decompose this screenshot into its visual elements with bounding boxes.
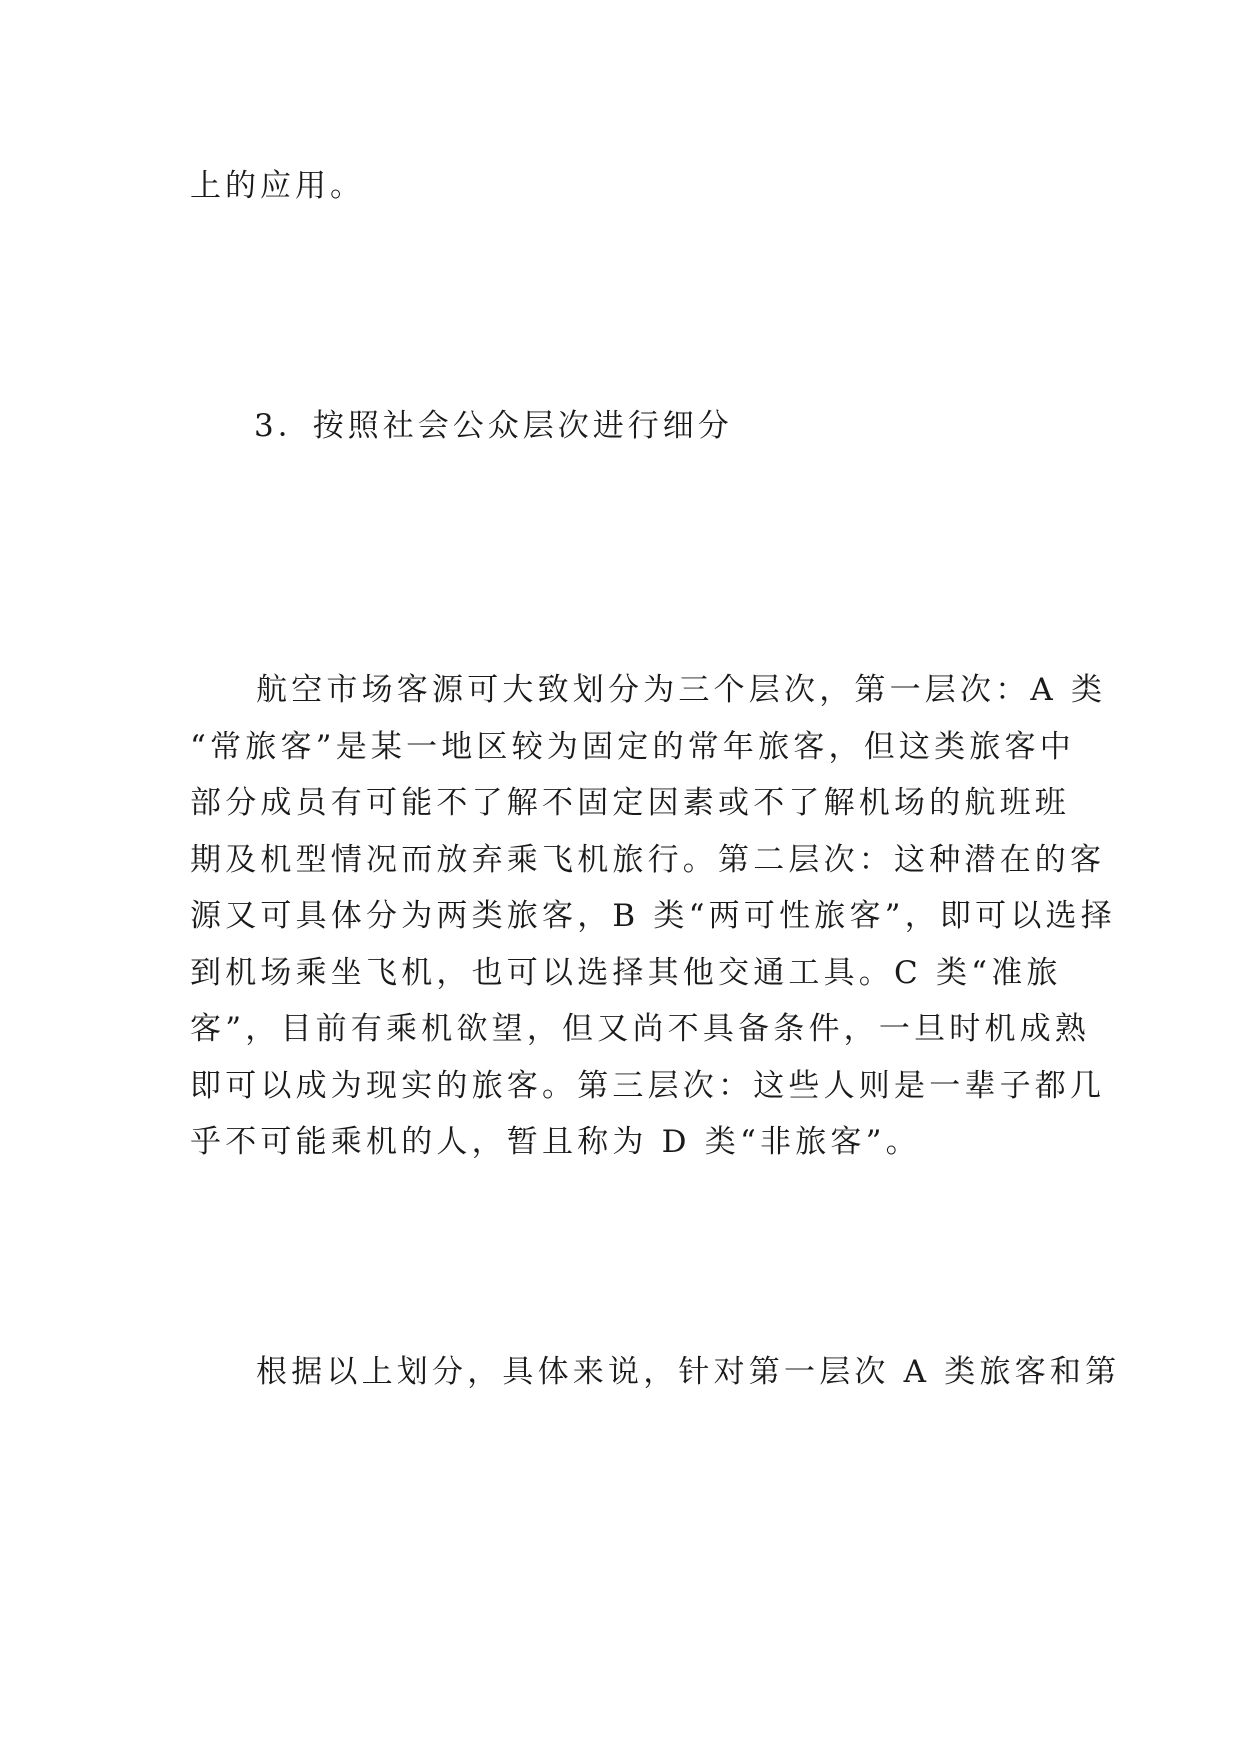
paragraph-line: 客”，目前有乘机欲望，但又尚不具备条件，一旦时机成熟 [190, 1011, 1091, 1047]
paragraph-line: 源又可具体分为两类旅客，B 类“两可性旅客”，即可以选择 [190, 898, 1116, 934]
paragraph-2 [190, 1344, 1121, 1401]
paragraph-line: 根据以上划分，具体来说，针对第一层次 A 类旅客和第 [256, 1354, 1121, 1390]
section-heading: 3．按照社会公众层次进行细分 [254, 408, 733, 444]
paragraph-line: 航空市场客源可大致划分为三个层次，第一层次：A 类 [256, 672, 1107, 708]
paragraph-line: “常旅客”是某一地区较为固定的常年旅客，但这类旅客中 [190, 728, 1075, 765]
paragraph-1 [190, 662, 1116, 1171]
paragraph-line: 期及机型情况而放弃乘飞机旅行。第二层次：这种潜在的客 [190, 841, 1106, 878]
paragraph-line: 部分成员有可能不了解不固定因素或不了解机场的航班班 [190, 785, 1070, 821]
paragraph-line: 到机场乘坐飞机，也可以选择其他交通工具。C 类“准旅 [190, 954, 1062, 991]
paragraph-line: 乎不可能乘机的人，暂且称为 D 类“非旅客”。 [190, 1124, 921, 1160]
continuation-text: 上的应用。 [190, 168, 365, 204]
paragraph-line: 即可以成为现实的旅客。第三层次：这些人则是一辈子都几 [190, 1067, 1106, 1104]
